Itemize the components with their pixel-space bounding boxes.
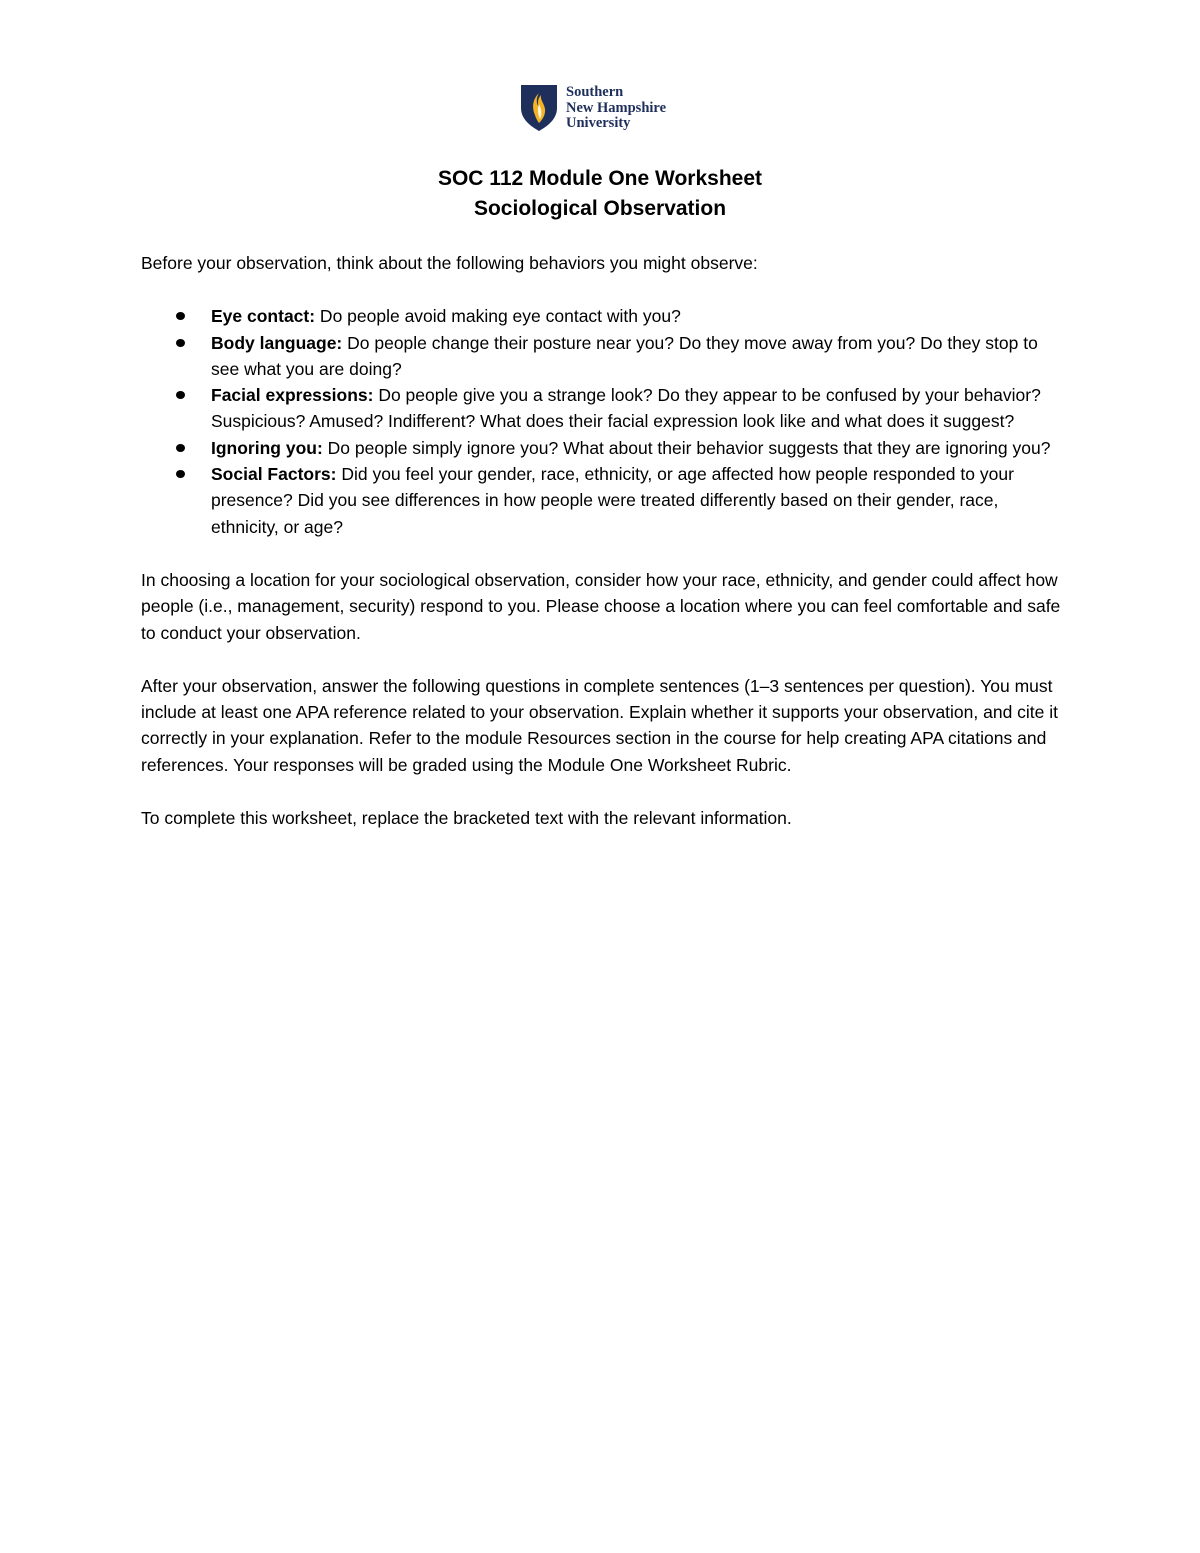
- page-subtitle: Sociological Observation: [473, 197, 727, 220]
- document-title-block: [0, 164, 1200, 224]
- bullet-icon: [176, 339, 185, 347]
- bullet-icon: [176, 312, 185, 320]
- behavior-term: Body language:: [211, 332, 343, 353]
- behavior-description: Do people simply ignore you? What about their behavior suggests that they are ignoring you?: [322, 437, 1051, 458]
- behavior-description: Do people change their posture near you? Do they move away from you? Do they stop to see what you are doing?: [211, 332, 1038, 379]
- location-paragraph: In choosing a location for your sociological observation, consider how your race, ethnicity, and gender could affect how people (i.e., management, security) respond to you. Please choose a location where you can feel comfortable and safe to conduct your observation.: [141, 569, 1061, 643]
- list-item: [141, 330, 1061, 383]
- list-item: [141, 382, 1061, 435]
- behavior-description: Do people give you a strange look? Do they appear to be confused by your behavior? Suspicious? Amused? Indifferent? What does their facial expression look like and what does it suggest?: [211, 385, 1041, 432]
- bullet-icon: [176, 391, 185, 399]
- behavior-term: Social Factors:: [211, 464, 337, 485]
- bullet-icon: [176, 444, 185, 452]
- intro-paragraph: Before your observation, think about the following behaviors you might observe:: [141, 253, 758, 273]
- document-body: [141, 250, 1061, 858]
- page-title: SOC 112 Module One Worksheet: [437, 167, 763, 190]
- behavior-term: Facial expressions:: [211, 385, 374, 406]
- snhu-logo: [520, 84, 690, 134]
- completion-instruction: To complete this worksheet, replace the bracketed text with the relevant information.: [141, 808, 792, 829]
- behavior-description: Do people avoid making eye contact with you?: [315, 306, 681, 327]
- logo-line-3: University: [566, 115, 631, 131]
- behaviors-list: [141, 303, 1061, 540]
- behavior-term: Eye contact:: [211, 306, 316, 327]
- list-item: [141, 435, 1061, 461]
- logo-line-2: New Hampshire: [566, 99, 667, 116]
- snhu-shield-icon: [520, 84, 560, 132]
- logo-wordmark: [566, 85, 666, 132]
- behavior-description: Did you feel your gender, race, ethnicity, or age affected how people responded to your presence? Did you see differences in how people were treated differently based on their gender, race, ethnicity, or age?: [211, 464, 1014, 537]
- list-item: [141, 461, 1061, 540]
- behavior-term: Ignoring you:: [211, 437, 323, 458]
- list-item: [141, 303, 1061, 329]
- after-observation-paragraph: After your observation, answer the following questions in complete sentences (1–3 sentences per question). You must include at least one APA reference related to your observation. Explain whether it supports your observation, and cite it correctly in your explanation. Refer to the module Resources section in the course for help creating APA citations and references. Your responses will be graded using the Module One Worksheet Rubric.: [141, 675, 1059, 775]
- logo-line-1: Southern: [566, 84, 624, 100]
- bullet-icon: [176, 470, 185, 478]
